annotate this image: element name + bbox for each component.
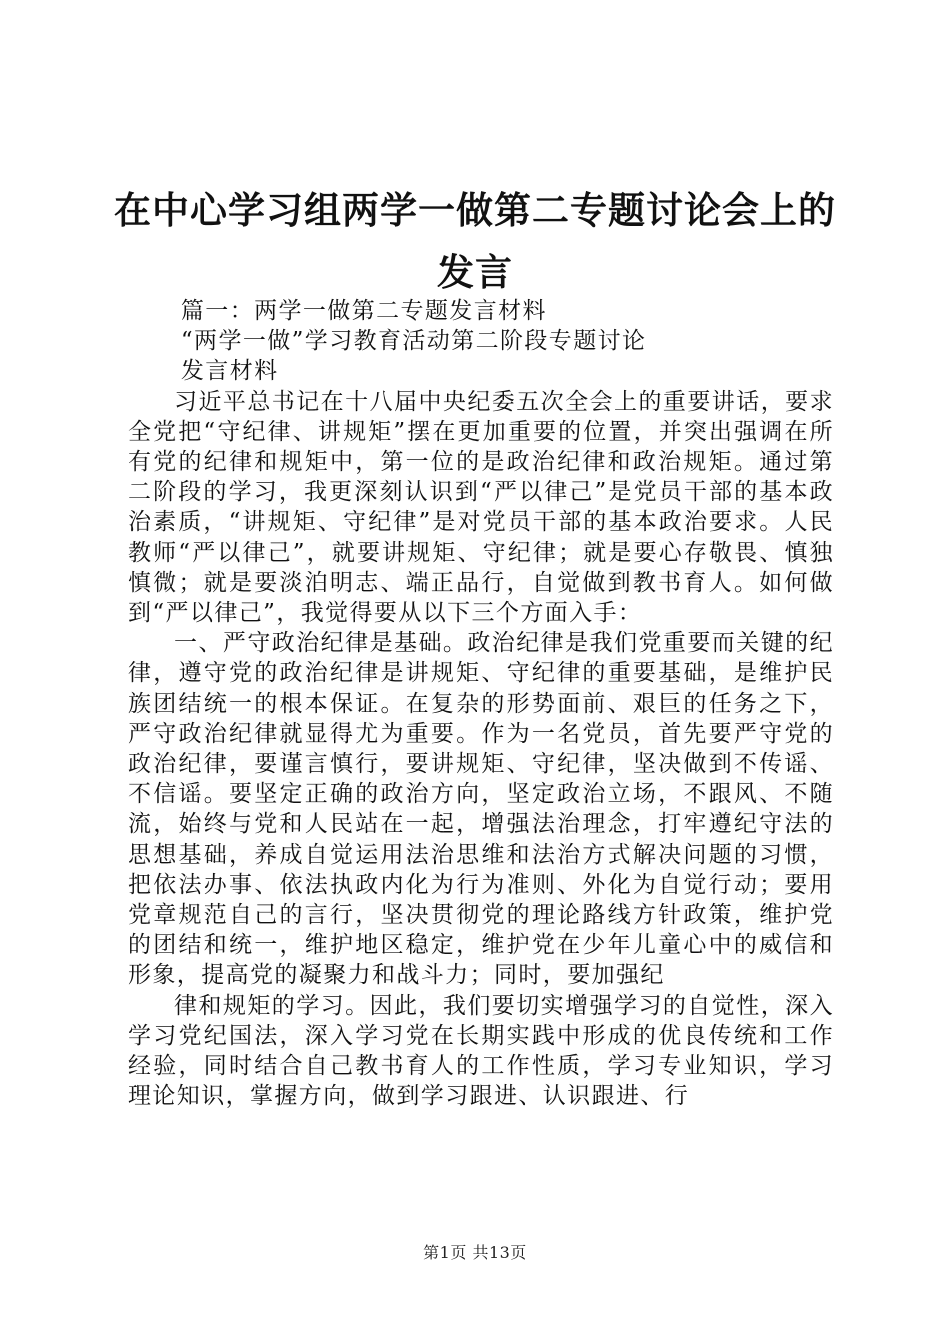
paragraph: 律和规矩的学习。因此，我们要切实增强学习的自觉性，深入学习党纪国法，深入学习党在长期实践中形成的优良传统和工作经验，同时结合自己教书育人的工作性质，学习专业知识，学习理论知识，掌握方向，做到学习跟进、认识跟进、行	[128, 992, 834, 1110]
subtitle-line-2: 发言材料	[180, 358, 279, 385]
paragraph: 习近平总书记在十八届中央纪委五次全会上的重要讲话，要求全党把“守纪律、讲规矩”摆在更加重要的位置，并突出强调在所有党的纪律和规矩中，第一位的是政治纪律和政治规矩。通过第二阶段的学习，我更深刻认识到“严以律己”是党员干部的基本政治素质，“讲规矩、守纪律”是对党员干部的基本政治要求。人民教师“严以律己”，就要讲规矩、守纪律；就是要心存敬畏、慎独慎微；就是要淡泊明志、端正品行，自觉做到教书育人。如何做到“严以律己”，我觉得要从以下三个方面入手：	[128, 388, 834, 627]
paragraph: 一、严守政治纪律是基础。政治纪律是我们党重要而关键的纪律，遵守党的政治纪律是讲规矩、守纪律的重要基础，是维护民族团结统一的根本保证。在复杂的形势面前、艰巨的任务之下，严守政治纪律就显得尤为重要。作为一名党员，首先要严守党的政治纪律，要谨言慎行，要讲规矩、守纪律，坚决做到不传谣、不信谣。要坚定正确的政治方向，坚定政治立场，不跟风、不随流，始终与党和人民站在一起，增强法治理念，打牢遵纪守法的思想基础，养成自觉运用法治思维和法治方式解决问题的习惯，把依法办事、依法执政内化为行为准则、外化为自觉行动；要用党章规范自己的言行，坚决贯彻党的理论路线方针政策，维护党的团结和统一，维护地区稳定，维护党在少年儿童心中的威信和形象，提高党的凝聚力和战斗力；同时，要加强纪	[128, 630, 834, 989]
page-number-footer: 第1页 共13页	[423, 1243, 527, 1262]
section-heading: 篇一：两学一做第二专题发言材料	[180, 298, 547, 324]
subtitle-line-1: “两学一做”学习教育活动第二阶段专题讨论	[180, 328, 647, 355]
document-body	[128, 296, 834, 1111]
document-title: 在中心学习组两学一做第二专题讨论会上的发言	[114, 189, 836, 294]
